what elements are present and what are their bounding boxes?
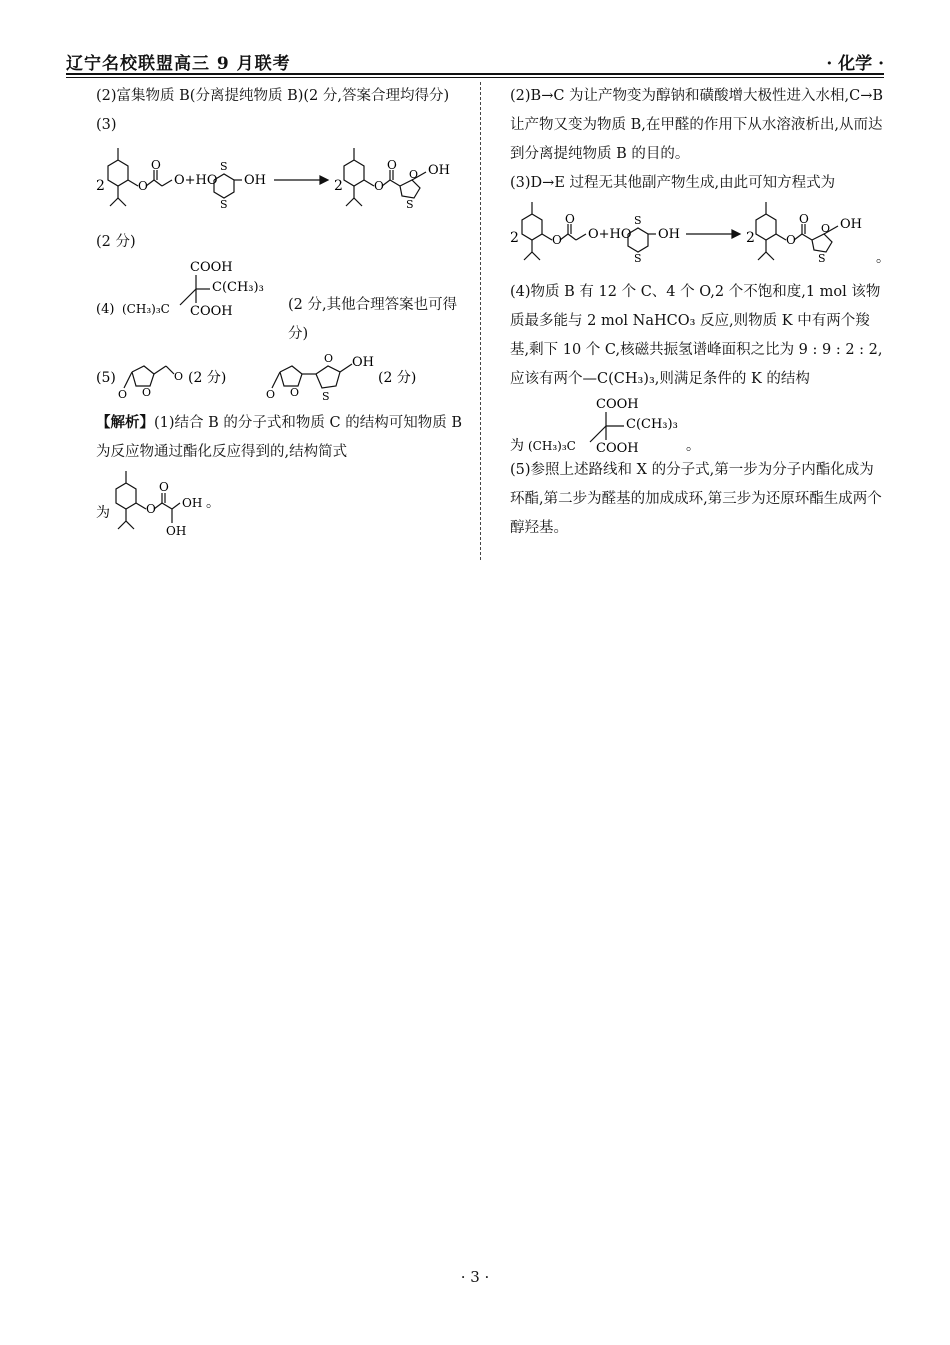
svg-text:OH: OH	[182, 496, 203, 510]
header-subject: · 化学 ·	[826, 54, 884, 74]
svg-text:2: 2	[510, 230, 519, 246]
structure-k-right	[510, 394, 886, 456]
svg-text:O: O	[786, 233, 796, 247]
svg-text:O: O	[138, 179, 148, 193]
svg-text:S: S	[818, 252, 826, 265]
svg-text:S: S	[220, 198, 228, 211]
svg-text:O: O	[324, 352, 334, 365]
answer-3-label: (3)	[96, 117, 117, 133]
svg-text:(4): (4)	[96, 302, 115, 317]
svg-text:S: S	[406, 198, 414, 211]
svg-text:S: S	[634, 252, 642, 265]
svg-text:O: O	[374, 179, 384, 193]
svg-text:。: 。	[686, 438, 700, 454]
svg-text:O: O	[409, 168, 419, 181]
svg-text:OH: OH	[166, 524, 187, 538]
right-column	[510, 82, 890, 543]
svg-text:COOH: COOH	[596, 397, 639, 412]
svg-text:OH: OH	[840, 217, 862, 232]
svg-text:O: O	[821, 222, 831, 235]
svg-text:为: 为	[510, 438, 524, 454]
svg-text:O: O	[799, 212, 809, 226]
svg-text:C(CH₃)₃: C(CH₃)₃	[212, 280, 264, 295]
svg-text:(CH₃)₃C: (CH₃)₃C	[528, 439, 576, 453]
svg-text:O: O	[142, 386, 152, 399]
answer-5-structures	[96, 348, 470, 402]
svg-text:O: O	[146, 502, 156, 516]
svg-text:(5): (5)	[96, 370, 116, 386]
answer-2: (2)富集物质 B(分离提纯物质 B)(2 分,答案合理均得分)	[96, 88, 450, 104]
svg-text:OH: OH	[658, 227, 680, 242]
svg-text:O: O	[174, 370, 184, 383]
reaction-scheme-3-right	[510, 198, 890, 278]
page-number: · 3 ·	[460, 1268, 490, 1286]
svg-text:OH: OH	[352, 355, 374, 370]
answer-4-score: (2 分,其他合理答案也可得分)	[288, 297, 458, 342]
answer-4	[96, 257, 470, 342]
svg-text:(2 分): (2 分)	[378, 370, 417, 386]
svg-text:O: O	[159, 480, 169, 494]
svg-text:2: 2	[746, 230, 755, 246]
structure-b	[96, 467, 470, 551]
header-rule	[66, 73, 884, 75]
answer-3-score: (2 分)	[96, 234, 136, 250]
column-divider	[480, 82, 481, 560]
svg-text:O: O	[151, 158, 161, 172]
left-column	[96, 82, 470, 551]
svg-text:O: O	[118, 388, 128, 401]
svg-text:O: O	[552, 233, 562, 247]
svg-text:OH: OH	[244, 173, 266, 188]
svg-text:。: 。	[876, 250, 890, 266]
analysis-title: 【解析】	[96, 414, 154, 431]
header-rule-thin	[66, 77, 884, 78]
svg-text:(CH₃)₃C: (CH₃)₃C	[122, 302, 170, 316]
header-title: 辽宁名校联盟高三 9 月联考	[66, 54, 291, 74]
svg-text:S: S	[322, 390, 330, 403]
svg-text:OH: OH	[428, 163, 450, 178]
svg-text:O: O	[290, 386, 300, 399]
coef: 2	[96, 178, 105, 194]
explain-5: (5)参照上述路线和 X 的分子式,第一步为分子内酯化成为环酯,第二步为醛基的加成成环,第三步为还原环酯生成两个醇羟基。	[510, 462, 882, 536]
svg-text:S: S	[220, 160, 228, 173]
explain-3: (3)D→E 过程无其他副产物生成,由此可知方程式为	[510, 175, 836, 191]
svg-text:COOH: COOH	[596, 441, 639, 456]
svg-text:为: 为	[96, 505, 110, 521]
svg-text:O+HO: O+HO	[588, 227, 632, 242]
svg-text:O: O	[565, 212, 575, 226]
svg-text:O: O	[266, 388, 276, 401]
explain-4: (4)物质 B 有 12 个 C、4 个 O,2 个不饱和度,1 mol 该物质最多能与 2 mol NaHCO₃ 反应,则物质 K 中有两个羧基,剩下 10 个 C,核磁共振氢谱峰面积之比为 9 : 9 : 2 : 2,应该有两个—C(CH₃)₃,则满足条件的 K 的结构	[510, 284, 883, 387]
svg-text:O: O	[387, 158, 397, 172]
svg-text:S: S	[634, 214, 642, 227]
analysis	[96, 408, 470, 467]
svg-text:。: 。	[206, 495, 220, 511]
svg-text:O+HO: O+HO	[174, 173, 218, 188]
svg-text:C(CH₃)₃: C(CH₃)₃	[626, 417, 678, 432]
svg-text:COOH: COOH	[190, 260, 233, 275]
reaction-scheme-3	[96, 140, 470, 228]
explain-2: (2)B→C 为让产物变为醇钠和磺酸增大极性进入水相,C→B 让产物又变为物质 B,在甲醛的作用下从水溶液析出,从而达到分离提纯物质 B 的目的。	[510, 88, 884, 162]
svg-text:(2 分): (2 分)	[188, 370, 227, 386]
svg-text:COOH: COOH	[190, 304, 233, 319]
analysis-text: (1)结合 B 的分子式和物质 C 的结构可知物质 B 为反应物通过酯化反应得到的,结构简式	[96, 415, 462, 460]
svg-text:2: 2	[334, 178, 343, 194]
